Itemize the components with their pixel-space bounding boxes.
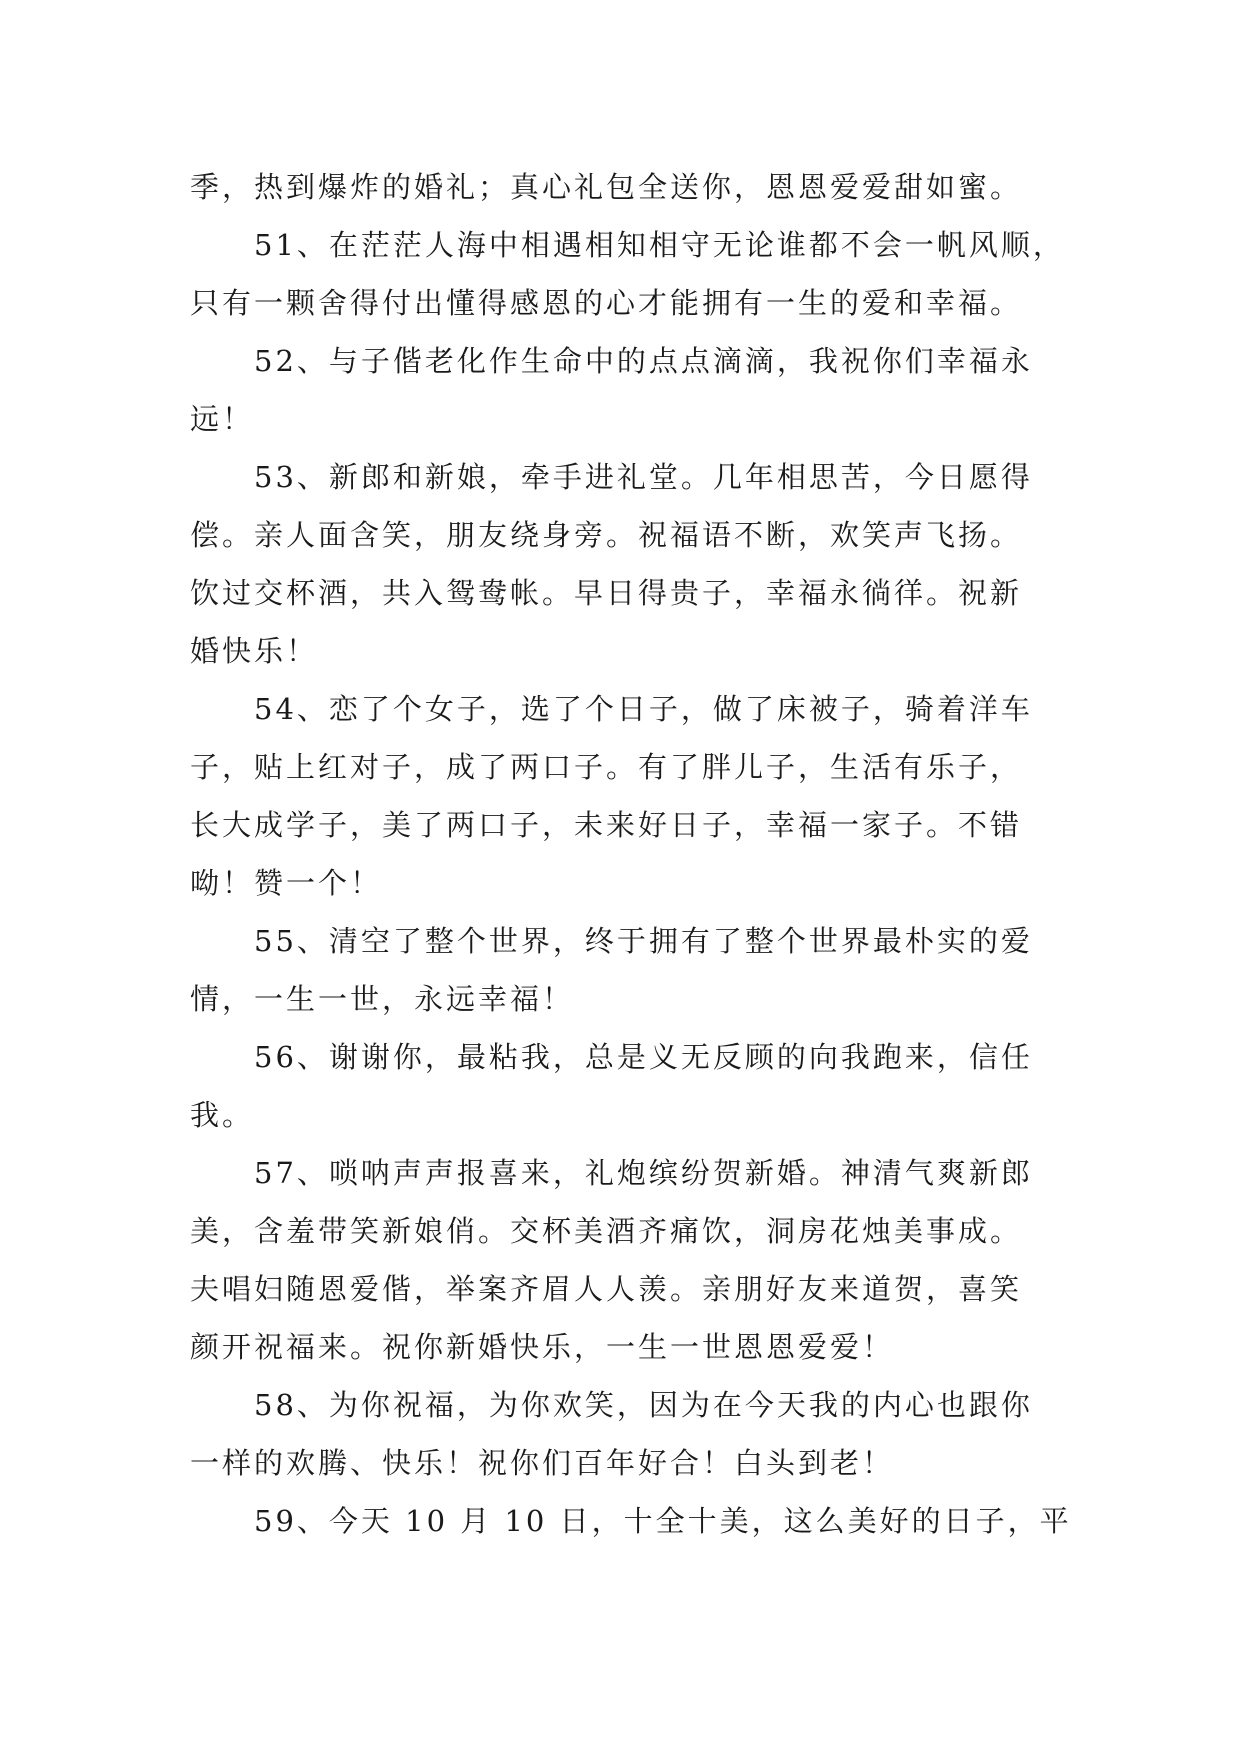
paragraph-55: 55、清空了整个世界，终于拥有了整个世界最朴实的爱 情，一生一世，永远幸福！ bbox=[190, 924, 1033, 1016]
document-body bbox=[190, 158, 1090, 1550]
paragraph-51: 51、在茫茫人海中相遇相知相守无论谁都不会一帆风顺， 只有一颗舍得付出懂得感恩的心才能拥有一生的爱和幸福。 bbox=[190, 228, 1065, 320]
paragraph-52: 52、与子偕老化作生命中的点点滴滴，我祝你们幸福永 远！ bbox=[190, 344, 1033, 436]
paragraph-56: 56、谢谢你，最粘我，总是义无反顾的向我跑来，信任 我。 bbox=[190, 1040, 1033, 1132]
paragraph-continuation: 季，热到爆炸的婚礼；真心礼包全送你，恩恩爱爱甜如蜜。 bbox=[190, 170, 1023, 204]
paragraph-58: 58、为你祝福，为你欢笑，因为在今天我的内心也跟你 一样的欢腾、快乐！祝你们百年好合！白头到老！ bbox=[190, 1388, 1033, 1480]
paragraph-54: 54、恋了个女子，选了个日子，做了床被子，骑着洋车 子，贴上红对子，成了两口子。有了胖儿子，生活有乐子， 长大成学子，美了两口子，未来好日子，幸福一家子。不错 呦！赞一个！ bbox=[190, 692, 1033, 900]
paragraph-53: 53、新郎和新娘，牵手进礼堂。几年相思苦，今日愿得 偿。亲人面含笑，朋友绕身旁。祝福语不断，欢笑声飞扬。 饮过交杯酒，共入鸳鸯帐。早日得贵子，幸福永徜徉。祝新 婚快乐！ bbox=[190, 460, 1033, 668]
paragraph-59: 59、今天 10 月 10 日，十全十美，这么美好的日子，平 bbox=[190, 1504, 1072, 1538]
paragraph-57: 57、唢呐声声报喜来，礼炮缤纷贺新婚。神清气爽新郎 美，含羞带笑新娘俏。交杯美酒齐痛饮，洞房花烛美事成。 夫唱妇随恩爱偕，举案齐眉人人羡。亲朋好友来道贺，喜笑 颜开祝福来。祝你新婚快乐，一生一世恩恩爱爱！ bbox=[190, 1156, 1033, 1364]
